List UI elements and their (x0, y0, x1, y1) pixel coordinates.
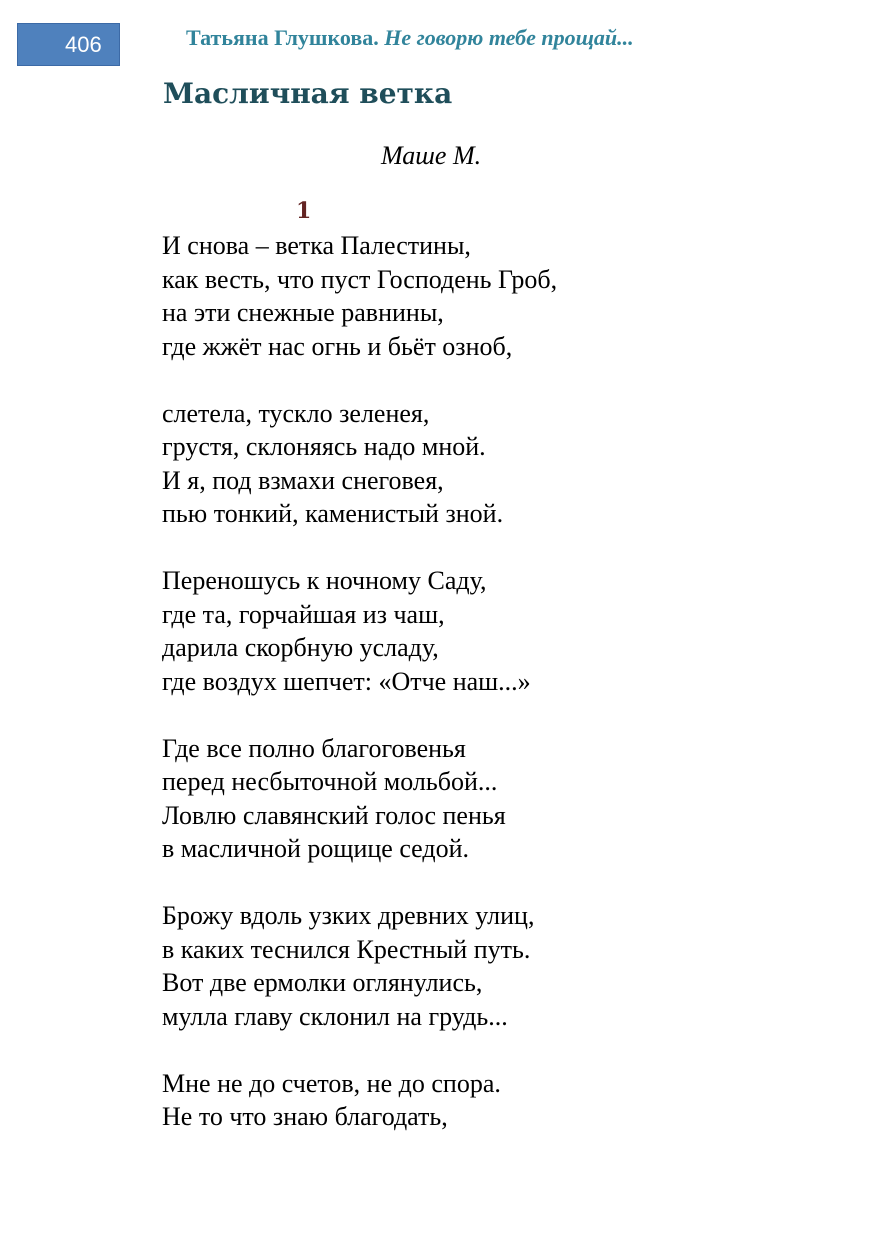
poem-line: Где все полно благоговенья (162, 733, 466, 763)
poem-line: грустя, склоняясь надо мной. (162, 432, 486, 461)
poem-line: где воздух шепчет: «Отче наш...» (162, 666, 531, 696)
stanza (162, 732, 852, 866)
stanza (162, 229, 852, 363)
poem-line: где жжёт нас огнь и бьёт озноб, (162, 331, 513, 361)
stanza (162, 397, 852, 531)
poem-line: Переношусь к ночному Саду, (162, 566, 487, 595)
poem-line: перед несбыточной мольбой... (162, 767, 498, 796)
poem-line: где та, горчайшая из чаш, (162, 599, 445, 629)
poem-line: Вот две ермолки оглянулись, (162, 968, 483, 997)
poem-line: дарила скорбную усладу, (162, 633, 439, 662)
page-number: 406 (65, 32, 102, 57)
poem-line: слетела, тускло зеленея, (162, 398, 430, 428)
stanza (162, 1067, 852, 1134)
header-author: Татьяна Глушкова. (186, 25, 379, 50)
poem-line: И снова – ветка Палестины, (162, 231, 471, 260)
poem-line: в каких теснился Крестный путь. (162, 934, 531, 964)
poem-body (162, 229, 852, 1167)
section-number: 1 (296, 198, 312, 224)
poem-line: мулла главу склонил на грудь... (162, 1001, 508, 1031)
stanza (162, 564, 852, 698)
poem-line: И я, под взмахи снеговея, (162, 465, 444, 495)
poem-line: Ловлю славянский голос пенья (162, 800, 506, 830)
poem-line: на эти снежные равнины, (162, 298, 444, 327)
poem-line: как весть, что пуст Господень Гроб, (162, 264, 558, 294)
header-book-title: Не говорю тебе прощай... (384, 25, 634, 50)
stanza (162, 899, 852, 1033)
page-number-box (17, 23, 120, 66)
poem-line: Не то что знаю благодать, (162, 1102, 448, 1131)
poem-line: Брожу вдоль узких древних улиц, (162, 901, 535, 930)
poem-line: пью тонкий, каменистый зной. (162, 499, 504, 528)
poem-line: Мне не до счетов, не до спора. (162, 1068, 501, 1098)
poem-line: в масличной рощице седой. (162, 834, 470, 863)
poem-dedication: Маше М. (381, 141, 482, 170)
poem-title: Масличная ветка (163, 77, 453, 110)
running-header (186, 24, 634, 52)
